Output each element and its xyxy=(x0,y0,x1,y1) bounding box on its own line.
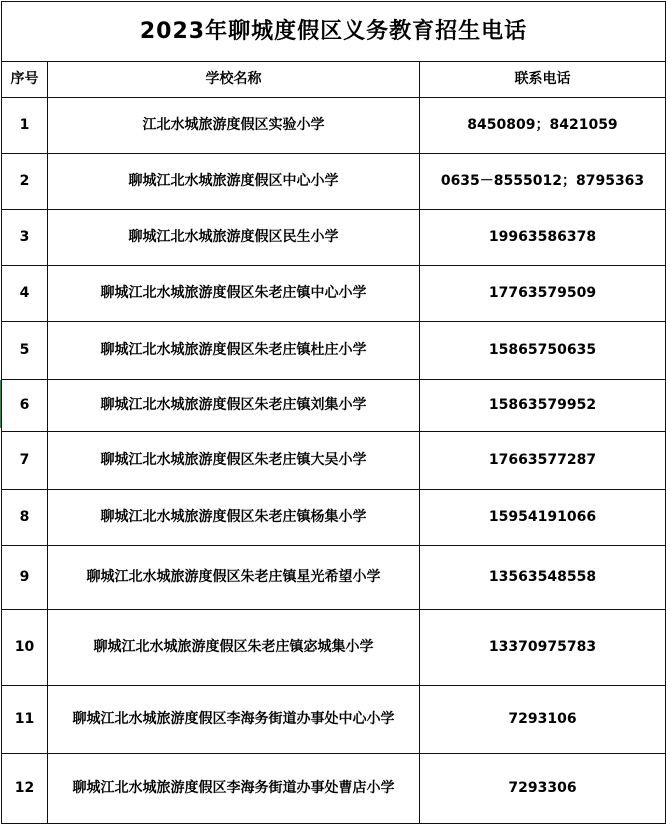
school-name-cell[interactable]: 聊城江北水城旅游度假区中心小学 xyxy=(48,154,420,210)
table-row xyxy=(2,154,666,210)
table-row xyxy=(2,380,666,432)
row-index-cell[interactable]: 5 xyxy=(2,322,48,380)
phone-cell[interactable]: 7293306 xyxy=(420,754,666,824)
header-school-name[interactable]: 学校名称 xyxy=(48,62,420,98)
row-index-cell[interactable]: 1 xyxy=(2,98,48,154)
school-name-cell[interactable]: 聊城江北水城旅游度假区李海务街道办事处曹店小学 xyxy=(48,754,420,824)
row-index-cell[interactable]: 4 xyxy=(2,266,48,322)
table-row xyxy=(2,98,666,154)
phone-cell[interactable]: 15865750635 xyxy=(420,322,666,380)
phone-cell[interactable]: 7293106 xyxy=(420,686,666,754)
table-row xyxy=(2,754,666,824)
table-row xyxy=(2,266,666,322)
row-index-cell[interactable]: 9 xyxy=(2,546,48,610)
school-name-cell[interactable]: 江北水城旅游度假区实验小学 xyxy=(48,98,420,154)
row-index-cell[interactable]: 10 xyxy=(2,610,48,686)
table-title[interactable]: 2023年聊城度假区义务教育招生电话 xyxy=(2,2,666,62)
school-name-cell[interactable]: 聊城江北水城旅游度假区朱老庄镇杜庄小学 xyxy=(48,322,420,380)
phone-cell[interactable]: 0635－8555012；8795363 xyxy=(420,154,666,210)
row-index-cell[interactable]: 11 xyxy=(2,686,48,754)
table-row xyxy=(2,322,666,380)
phone-cell[interactable]: 17763579509 xyxy=(420,266,666,322)
table-row xyxy=(2,210,666,266)
school-name-cell[interactable]: 聊城江北水城旅游度假区朱老庄镇杨集小学 xyxy=(48,490,420,546)
school-name-cell[interactable]: 聊城江北水城旅游度假区朱老庄镇刘集小学 xyxy=(48,380,420,432)
school-name-cell[interactable]: 聊城江北水城旅游度假区朱老庄镇星光希望小学 xyxy=(48,546,420,610)
school-name-cell[interactable]: 聊城江北水城旅游度假区朱老庄镇中心小学 xyxy=(48,266,420,322)
table-row xyxy=(2,490,666,546)
phone-cell[interactable]: 8450809；8421059 xyxy=(420,98,666,154)
row-index-cell[interactable]: 12 xyxy=(2,754,48,824)
header-row xyxy=(2,62,666,98)
row-index-cell[interactable]: 6 xyxy=(2,380,48,432)
school-name-cell[interactable]: 聊城江北水城旅游度假区李海务街道办事处中心小学 xyxy=(48,686,420,754)
table-row xyxy=(2,610,666,686)
header-phone[interactable]: 联系电话 xyxy=(420,62,666,98)
phone-cell[interactable]: 13563548558 xyxy=(420,546,666,610)
table-row xyxy=(2,686,666,754)
phone-cell[interactable]: 13370975783 xyxy=(420,610,666,686)
header-index[interactable]: 序号 xyxy=(2,62,48,98)
school-name-cell[interactable]: 聊城江北水城旅游度假区朱老庄镇大吴小学 xyxy=(48,432,420,490)
row-index-cell[interactable]: 3 xyxy=(2,210,48,266)
title-row xyxy=(2,2,666,62)
row-index-cell[interactable]: 8 xyxy=(2,490,48,546)
row-index-cell[interactable]: 7 xyxy=(2,432,48,490)
school-name-cell[interactable]: 聊城江北水城旅游度假区民生小学 xyxy=(48,210,420,266)
school-name-cell[interactable]: 聊城江北水城旅游度假区朱老庄镇宓城集小学 xyxy=(48,610,420,686)
table-row xyxy=(2,546,666,610)
row-index-cell[interactable]: 2 xyxy=(2,154,48,210)
phone-cell[interactable]: 15863579952 xyxy=(420,380,666,432)
phone-cell[interactable]: 17663577287 xyxy=(420,432,666,490)
phone-cell[interactable]: 15954191066 xyxy=(420,490,666,546)
enrollment-phone-table xyxy=(1,1,666,824)
table-row xyxy=(2,432,666,490)
phone-cell[interactable]: 19963586378 xyxy=(420,210,666,266)
